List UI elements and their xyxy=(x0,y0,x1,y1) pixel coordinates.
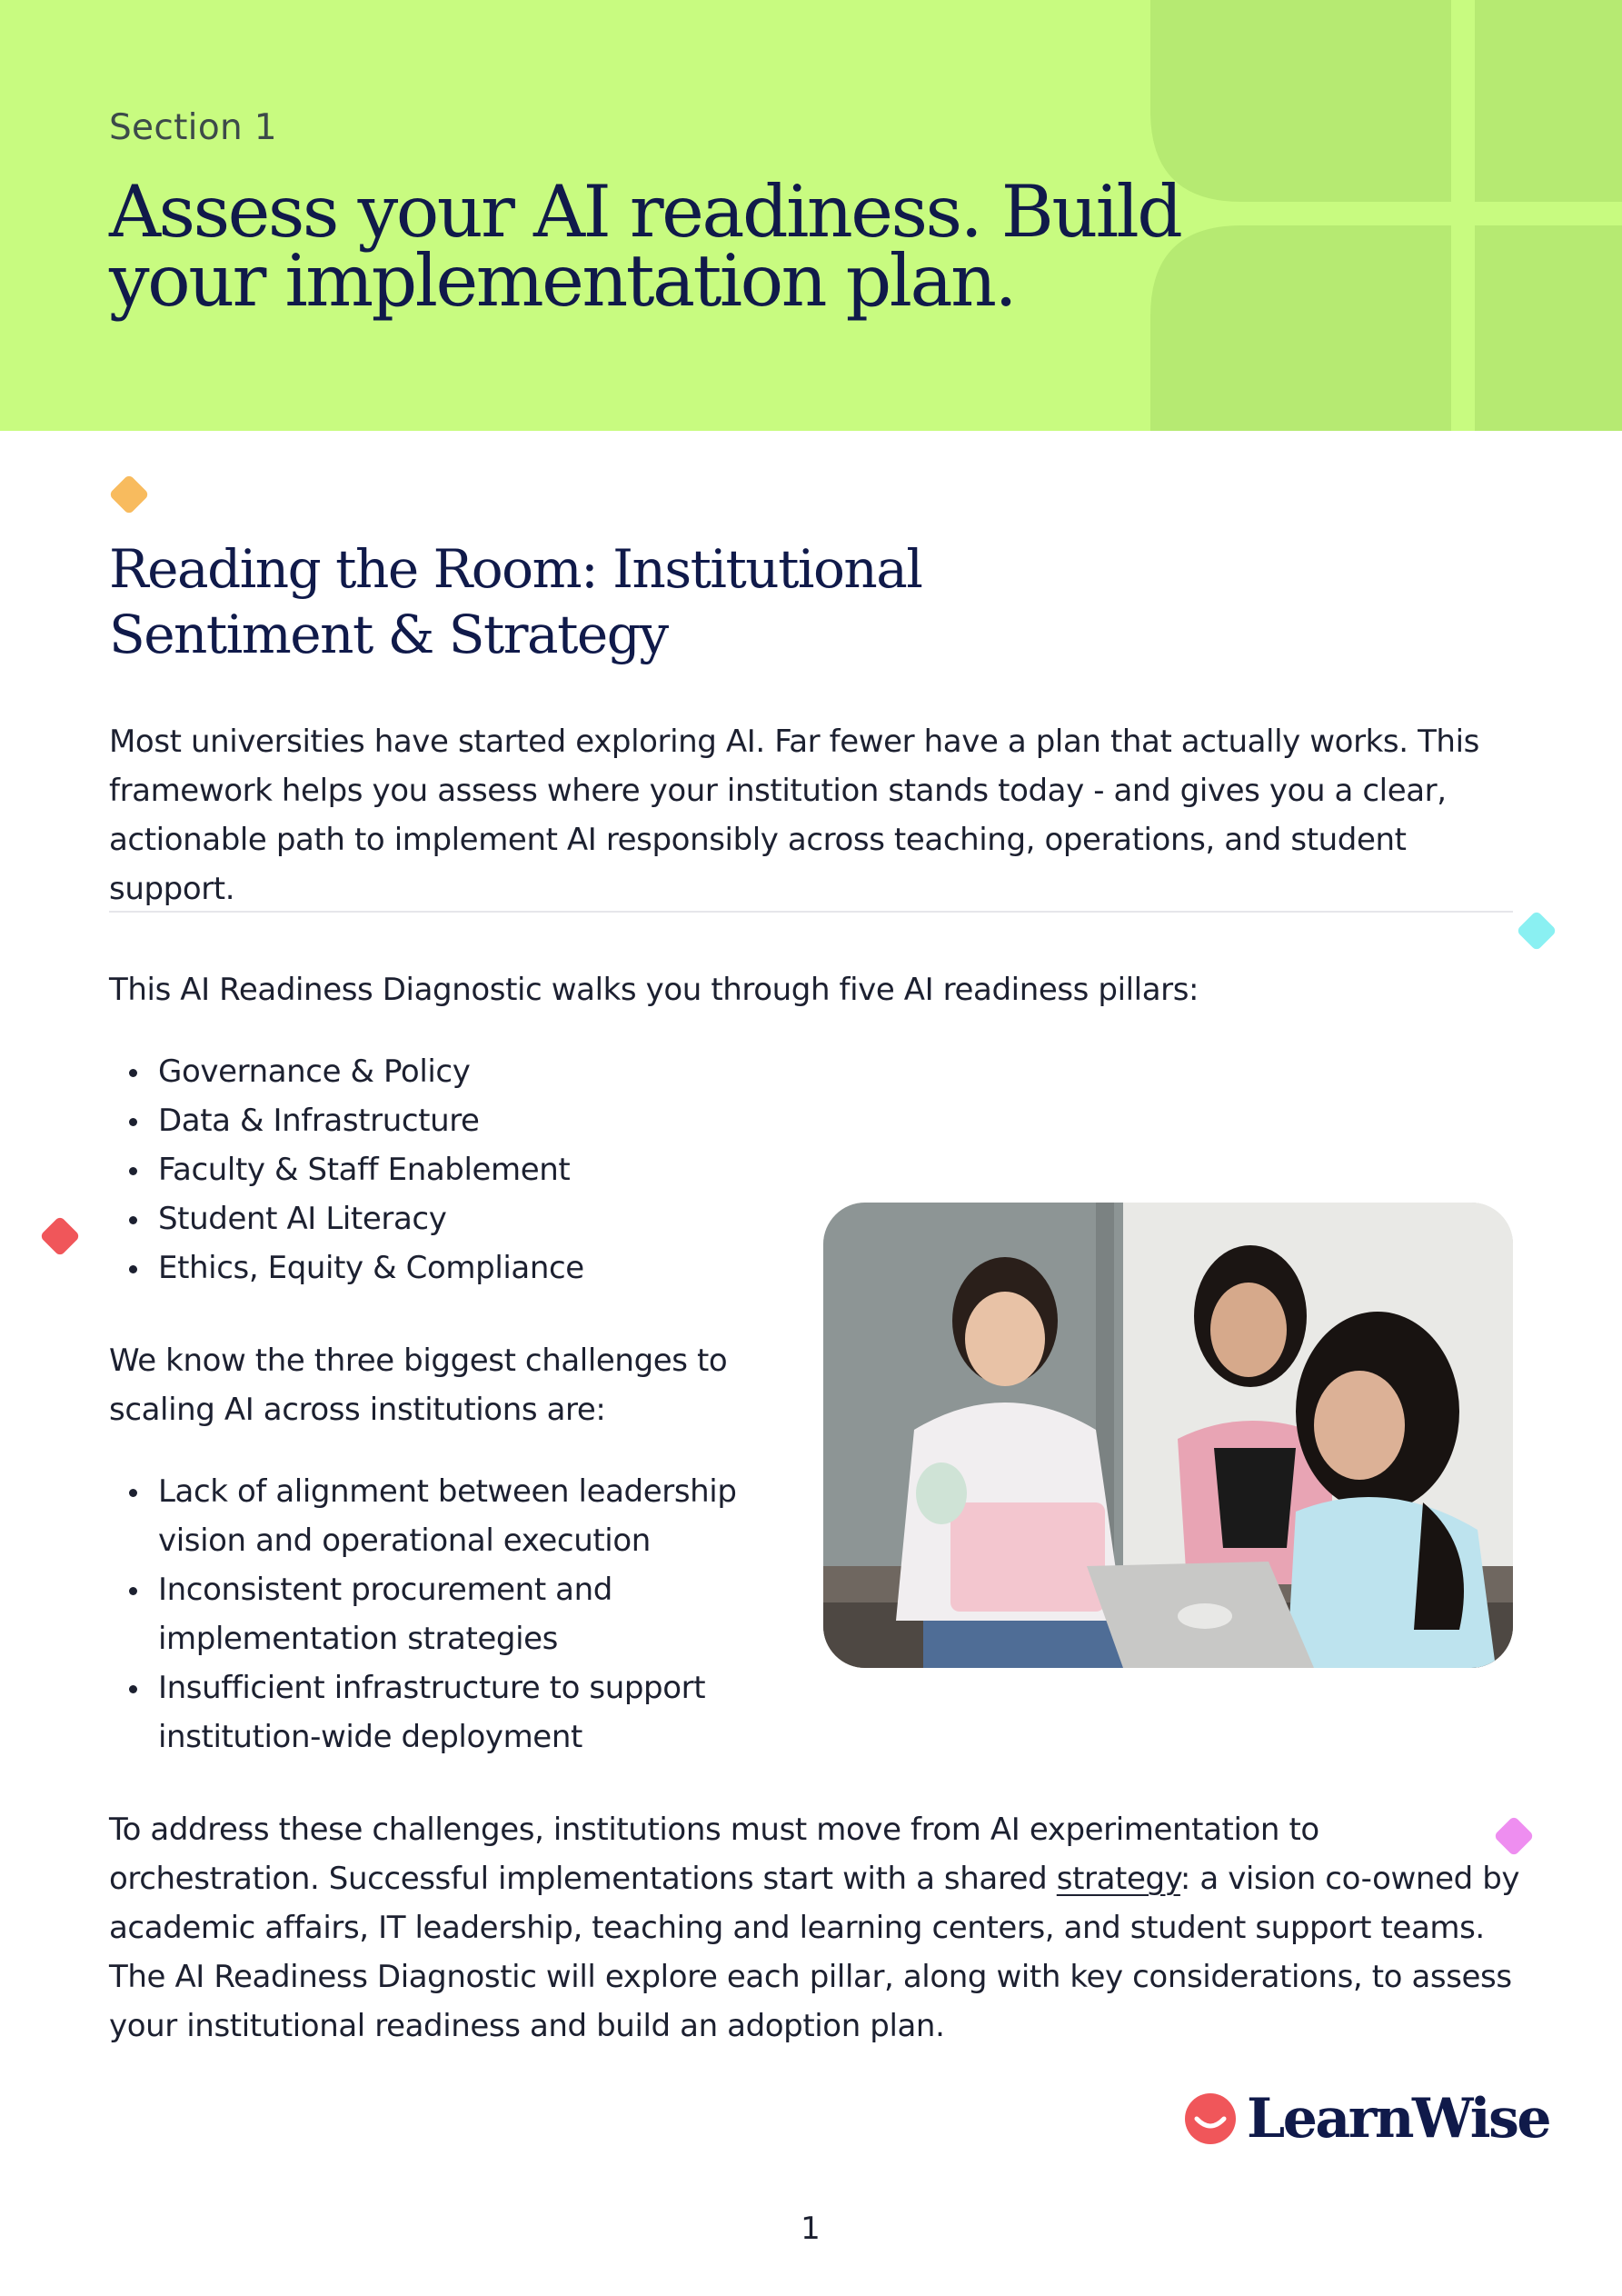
pillars-list xyxy=(109,1047,836,1293)
orange-diamond-icon xyxy=(108,474,149,514)
strategy-link[interactable]: strategy xyxy=(1056,1861,1180,1897)
logo-text: LearnWise xyxy=(1247,2087,1550,2151)
intro-paragraph: Most universities have started exploring AI. Far fewer have a plan that actually works. This framework helps you assess where your institution stands today - and gives you a clear, actionable path to implement AI responsibly across teaching, operations, and student support. xyxy=(109,724,1479,907)
red-diamond-icon xyxy=(39,1215,80,1256)
students-photo xyxy=(823,1203,1513,1668)
challenges-intro: We know the three biggest challenges to scaling AI across institutions are: xyxy=(109,1343,728,1428)
section-label: Section 1 xyxy=(109,107,277,148)
list-item: Student AI Literacy xyxy=(109,1194,836,1243)
pillars-intro: This AI Readiness Diagnostic walks you through five AI readiness pillars: xyxy=(109,972,1199,1008)
challenges-list xyxy=(109,1467,763,1762)
closing-text-end: : a vision co-owned by academic affairs, IT leadership, teaching and learning centers, and student support teams. The AI Readiness Diagnostic will explore each pillar, along with key considerations, to assess your institutional readiness and build an adoption plan. xyxy=(109,1861,1520,2044)
students-photo-illustration xyxy=(823,1203,1513,1668)
divider xyxy=(109,911,1513,913)
list-item: Lack of alignment between leadership vision and operational execution xyxy=(109,1467,763,1565)
header-banner xyxy=(0,0,1622,431)
page-number: 1 xyxy=(801,2211,821,2247)
page-title: Assess your AI readiness. Build your implementation plan. xyxy=(109,170,1181,323)
section-heading: Reading the Room: Institutional Sentiment & Strategy xyxy=(109,538,922,665)
list-item: Ethics, Equity & Compliance xyxy=(109,1243,836,1293)
smile-logo-icon xyxy=(1183,2091,1238,2146)
list-item: Governance & Policy xyxy=(109,1047,836,1096)
closing-text-start: To address these challenges, institutions must move from AI experimentation to orchestration. Successful implementations start with a shared xyxy=(109,1812,1319,1897)
list-item: Data & Infrastructure xyxy=(109,1096,836,1145)
closing-paragraph xyxy=(109,1805,1527,2051)
list-item: Faculty & Staff Enablement xyxy=(109,1145,836,1194)
list-item: Inconsistent procurement and implementation strategies xyxy=(109,1565,763,1663)
learnwise-logo xyxy=(1183,2087,1549,2151)
cyan-diamond-icon xyxy=(1516,910,1557,951)
list-item: Insufficient infrastructure to support institution-wide deployment xyxy=(109,1663,763,1762)
